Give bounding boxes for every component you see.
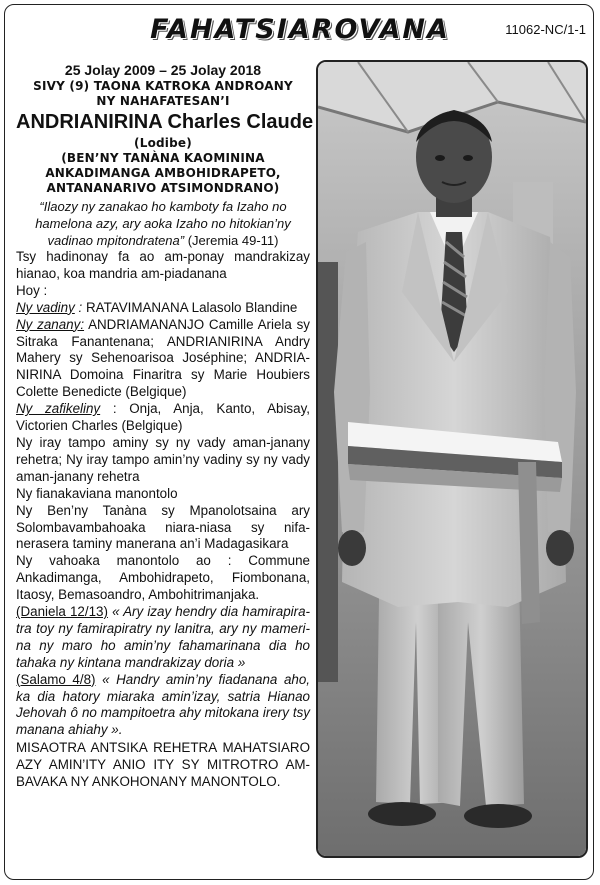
deceased-name: ANDRIANIRINA Charles Claude xyxy=(16,111,314,133)
spouse-separator: : xyxy=(74,299,86,315)
portrait-illustration xyxy=(318,62,586,856)
family-line: Ny fianakaviana manontolo xyxy=(16,485,178,501)
reference-code: 11062-NC/1-1 xyxy=(505,22,586,37)
title-line-1: (BEN’NY TANÀNA KAOMININA xyxy=(61,151,265,165)
spouse-line xyxy=(16,300,310,317)
psalm-reference: (Salamo 4/8) xyxy=(16,671,96,687)
page-title: FAHATSIAROVANA xyxy=(150,14,450,45)
portrait-photo xyxy=(316,60,588,858)
grandchildren-line xyxy=(16,401,310,435)
children-line xyxy=(16,317,310,402)
memorial-dates: 25 Jolay 2009 – 25 Jolay 2018 xyxy=(64,62,262,78)
nickname: (Lodibe) xyxy=(134,136,192,150)
spouse-label: Ny vadiny xyxy=(16,299,75,315)
anniversary-line-1: SIVY (9) TAONA KATROKA ANDROANY xyxy=(33,79,293,93)
title-line-2: ANKADIMANGA AMBOHIDRAPETO, xyxy=(45,166,281,180)
obituary-body xyxy=(16,249,310,739)
verse-text: “Ilaozy ny zanakao ho kamboty fa Izaho no hamelona azy, ary aoka Izaho no hitokian’ny vadinao mpitondratena” xyxy=(35,199,291,248)
daniel-text: « Ary izay hendry dia hamirapira-tra toy ny famirapiratry ny lanitra, ary ny mameri-na ny maro ho amin’ny fahamarinana dia ho tahaka ny kintana mandrakizay doria » xyxy=(16,604,310,670)
psalm-text: « Handry amin’ny fiadanana aho, ka dia hatory miaraka amin’izay, satria Hianao Jehovah ô no mampitoetra ahy mitokana irery tsy manana ahiahy ». xyxy=(16,671,311,738)
bible-verse xyxy=(16,198,310,249)
intro-text: Tsy hadinonay fa ao am-ponay mandrakizay hianao, koa mandria am-piadanana xyxy=(16,249,310,281)
psalm-quote xyxy=(16,672,310,740)
anniversary-line-2: NY NAHAFATESAN’I xyxy=(96,94,230,108)
closing-thanks: MISAOTRA ANTSIKA REHETRA MAHATSIARO AZY AMIN’ITY ANIO ITY SY MITROTRO AM-BAVAKA NY ANKOHONANY MANONTOLO. xyxy=(16,740,310,790)
children-value: ANDRIAMANANJO Camille Ariela sy Sitraka Fanantenana; ANDRIANIRINA Andry Mahery sy Sehenoarisoa Joséphine; ANDRIA-NIRINA Domoina Finaritra sy Marie Houbiers Colette Benedicte (Belgique) xyxy=(16,316,310,400)
verse-reference: (Jeremia 49-11) xyxy=(184,233,279,248)
daniel-reference: (Daniela 12/13) xyxy=(16,604,108,620)
children-label: Ny zanany: xyxy=(16,316,85,332)
people-line: Ny vahoaka manontolo ao : Commune Ankadimanga, Ambohidrapeto, Fiombonana, Itaosy, Bemasoandro, Ambohitrimanjaka. xyxy=(16,553,310,603)
grandchildren-label: Ny zafikeliny xyxy=(16,401,101,417)
spouse-value: RATAVIMANANA Lalasolo Blandine xyxy=(85,299,298,315)
title-line-3: ANTANANARIVO ATSIMONDRANO) xyxy=(46,181,280,195)
obituary-text-column xyxy=(16,62,314,791)
siblings-line: Ny iray tampo aminy sy ny vady aman-janany rehetra; Ny iray tampo amin’ny vadiny sy ny vady aman-janany rehetra xyxy=(16,434,310,484)
hoy-label: Hoy : xyxy=(16,282,48,298)
grandchildren-value: : Onja, Anja, Kanto, Abisay, Victorien Charles (Belgique) xyxy=(16,401,310,434)
commune-officials-line: Ny Ben’ny Tanàna sy Mpanolotsaina ary Solombavambahoaka niara-niasa sy nifa-nerasera taminy manerana an’i Madagasikara xyxy=(16,502,310,552)
daniel-quote xyxy=(16,604,310,672)
